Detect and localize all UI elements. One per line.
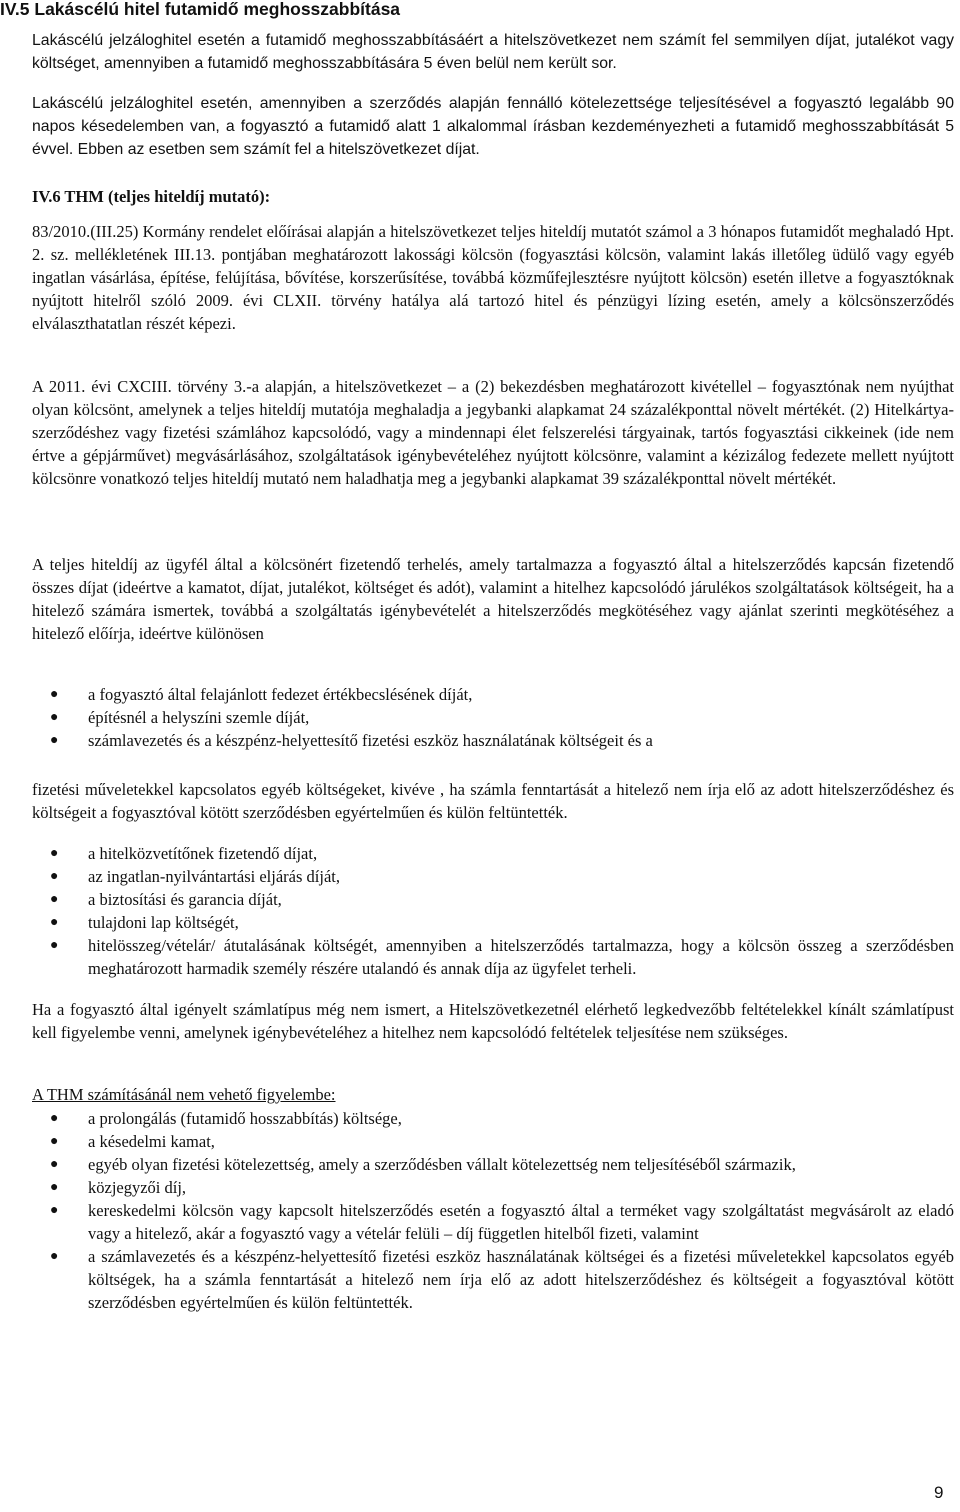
bullet-icon: ●: [50, 1134, 59, 1149]
list-item-text: számlavezetés és a készpénz-helyettesítő fizetési eszköz használatának költségeit és a: [88, 731, 653, 750]
list-item: [32, 706, 954, 729]
paragraph-iv5-2: Lakáscélú jelzáloghitel esetén, amennyiben a szerződés alapján fennálló kötelezettsége teljesítésével a fogyasztó legalább 90 napos késedelemben van, a fogyasztó a futamidő alatt 1 alkalommal írásban kezdeményezheti a futamidő meghosszabbítását 5 évvel. Ebben az esetben sem számít fel a hitelszövetkezet díjat.: [32, 95, 954, 158]
paragraph-thm-4: fizetési műveletekkel kapcsolatos egyéb költségeket, kivéve , ha számla fenntartását a hitelező nem írja elő az adott hitelszerződéshez és költségeit a fogyasztóval kötött szerződésben egyértelműen és külön feltüntették.: [32, 780, 954, 822]
list-item: [32, 1153, 954, 1176]
bullet-icon: ●: [50, 846, 59, 861]
list-item-text: hitelösszeg/vételár/ átutalásának költségét, amennyiben a hitelszerződés tartalmazza, hogy a kölcsön összeg a szerződésben meghatározott harmadik személy részére utalandó és annak díja az ügyfelet terheli.: [88, 936, 954, 978]
list-item-text: kereskedelmi kölcsön vagy kapcsolt hitelszerződés esetén a fogyasztó által a terméket vagy szolgáltatást megvásárolt az eladó vagy a hitelező, akár a fogyasztó vagy a vételár felüli – díj független hitelből fizeti, valamint: [88, 1201, 954, 1243]
list-item-text: közjegyzői díj,: [88, 1178, 187, 1197]
bullet-icon: ●: [50, 710, 59, 725]
list-item-text: tulajdoni lap költségét,: [88, 913, 239, 932]
list-item: [32, 865, 954, 888]
bullet-icon: ●: [50, 1111, 59, 1126]
list-included-costs-2: [32, 842, 954, 980]
bullet-icon: ●: [50, 915, 59, 930]
bullet-icon: ●: [50, 892, 59, 907]
bullet-icon: ●: [50, 687, 59, 702]
paragraph-iv5-1: Lakáscélú jelzáloghitel esetén a futamidő meghosszabbításáért a hitelszövetkezet nem számít fel semmilyen díjat, jutalékot vagy költséget, amennyiben a futamidő meghosszabbítására 5 éven belül nem került sor.: [32, 32, 954, 72]
paragraph-thm-2: A 2011. évi CXCIII. törvény 3.-a alapján, a hitelszövetkezet – a (2) bekezdésben meghatározott kivétellel – fogyasztónak nem nyújthat olyan kölcsönt, amelynek a teljes hiteldíj mutatója meghaladja a jegybanki alapkamat 24 százalékponttal növelt mértékét. (2) Hitelkártya-szerződéshez vagy fizetési számlához kapcsolódó, vagy a mindennapi élet felszerelési tárgyainak, tartós fogyasztási cikkeinek (ide nem értve a gépjárművet) megvásárlásához, szolgáltatások igénybevételéhez nyújtott kölcsönre, valamint a kézizálog fedezete mellett nyújtott kölcsönre vonatkozó teljes hiteldíj mutató nem haladhatja meg a jegybanki alapkamat 39 százalékponttal növelt mértékét.: [32, 377, 954, 488]
bullet-icon: ●: [50, 1180, 59, 1195]
list-item-text: az ingatlan-nyilvántartási eljárás díját,: [88, 867, 340, 886]
list-item-text: a fogyasztó által felajánlott fedezet értékbecslésének díját,: [88, 685, 473, 704]
section-heading-iv6: IV.6 THM (teljes hiteldíj mutató):: [32, 187, 271, 206]
paragraph-thm-3: A teljes hiteldíj az ügyfél által a kölcsönért fizetendő terhelés, amely tartalmazza a fogyasztó által a hitelszerződés kapcsán fizetendő összes díjat (ideértve a kamatot, díjat, jutalékot, költséget és adót), valamint a hitelhez kapcsolódó járulékos szolgáltatások költségeit, ha a hitelező számára ismertek, továbbá a szolgáltatás igénybevételét a hitelszerződés megkötéséhez vagy ajánlat szerinti megkötéséhez a hitelező előírja, ideértve különösen: [32, 555, 954, 643]
list-item-text: a prolongálás (futamidő hosszabbítás) költsége,: [88, 1109, 402, 1128]
list-item-text: egyéb olyan fizetési kötelezettség, amely a szerződésben vállalt kötelezettség nem teljesítéséből származik,: [88, 1155, 796, 1174]
list-item: [32, 1245, 954, 1314]
list-item-text: a késedelmi kamat,: [88, 1132, 215, 1151]
bullet-icon: ●: [50, 1203, 59, 1218]
bullet-icon: ●: [50, 733, 59, 748]
list-item: [32, 888, 954, 911]
list-item: [32, 934, 954, 980]
list-excluded-costs: [32, 1107, 954, 1314]
list-item: [32, 1130, 954, 1153]
paragraph-thm-5: Ha a fogyasztó által igényelt számlatípus még nem ismert, a Hitelszövetkezetnél elérhető legkedvezőbb feltételekkel kínált számlatípust kell figyelembe venni, amelynek igénybevételéhez a hitelhez nem kapcsolódó feltételek teljesítése nem szükséges.: [32, 1000, 954, 1042]
bullet-icon: ●: [50, 1249, 59, 1264]
list-item: [32, 729, 954, 752]
bullet-icon: ●: [50, 869, 59, 884]
list-item: [32, 842, 954, 865]
list-item-text: építésnél a helyszíni szemle díját,: [88, 708, 310, 727]
paragraph-thm-1: 83/2010.(III.25) Kormány rendelet előírásai alapján a hitelszövetkezet teljes hiteldíj mutatót számol a 3 hónapos futamidőt meghaladó Hpt. 2. sz. mellékletének III.13. pontjában meghatározott lakossági kölcsön (fogyasztási kölcsön, valamint lakás illetőleg üdülő vagy egyéb ingatlan vásárlása, építése, felújítása, bővítése, korszerűsítése, továbbá közműfejlesztésre nyújtott kölcsön) esetén illetve a fogyasztóknak nyújtott hitelről szóló 2009. évi CLXII. törvény hatálya alá tartozó hitel és pénzügyi lízing esetén, amely a kölcsönszerződés elválaszthatatlan részét képezi.: [32, 222, 954, 333]
list-item-text: a hitelközvetítőnek fizetendő díjat,: [88, 844, 318, 863]
bullet-icon: ●: [50, 1157, 59, 1172]
list-item: [32, 911, 954, 934]
list-item: [32, 683, 954, 706]
section-heading-iv5: IV.5 Lakáscélú hitel futamidő meghosszabbítása: [0, 0, 401, 19]
list-included-costs-1: [32, 683, 954, 752]
list-item-text: a számlavezetés és a készpénz-helyettesítő fizetési eszköz használatának költségei és a fizetési műveletekkel kapcsolatos egyéb költségek, ha a számla fenntartását a hitelező nem írja elő az adott hitelszerződéshez és költségeit a fogyasztóval kötött szerződésben egyértelműen és külön feltüntették.: [88, 1247, 954, 1312]
list-item: [32, 1176, 954, 1199]
list-item: [32, 1107, 954, 1130]
page-number: 9: [934, 1483, 944, 1502]
bullet-icon: ●: [50, 938, 59, 953]
list-item-text: a biztosítási és garancia díját,: [88, 890, 282, 909]
list-item: [32, 1199, 954, 1245]
excluded-costs-label: A THM számításánál nem vehető figyelembe:: [32, 1085, 336, 1104]
